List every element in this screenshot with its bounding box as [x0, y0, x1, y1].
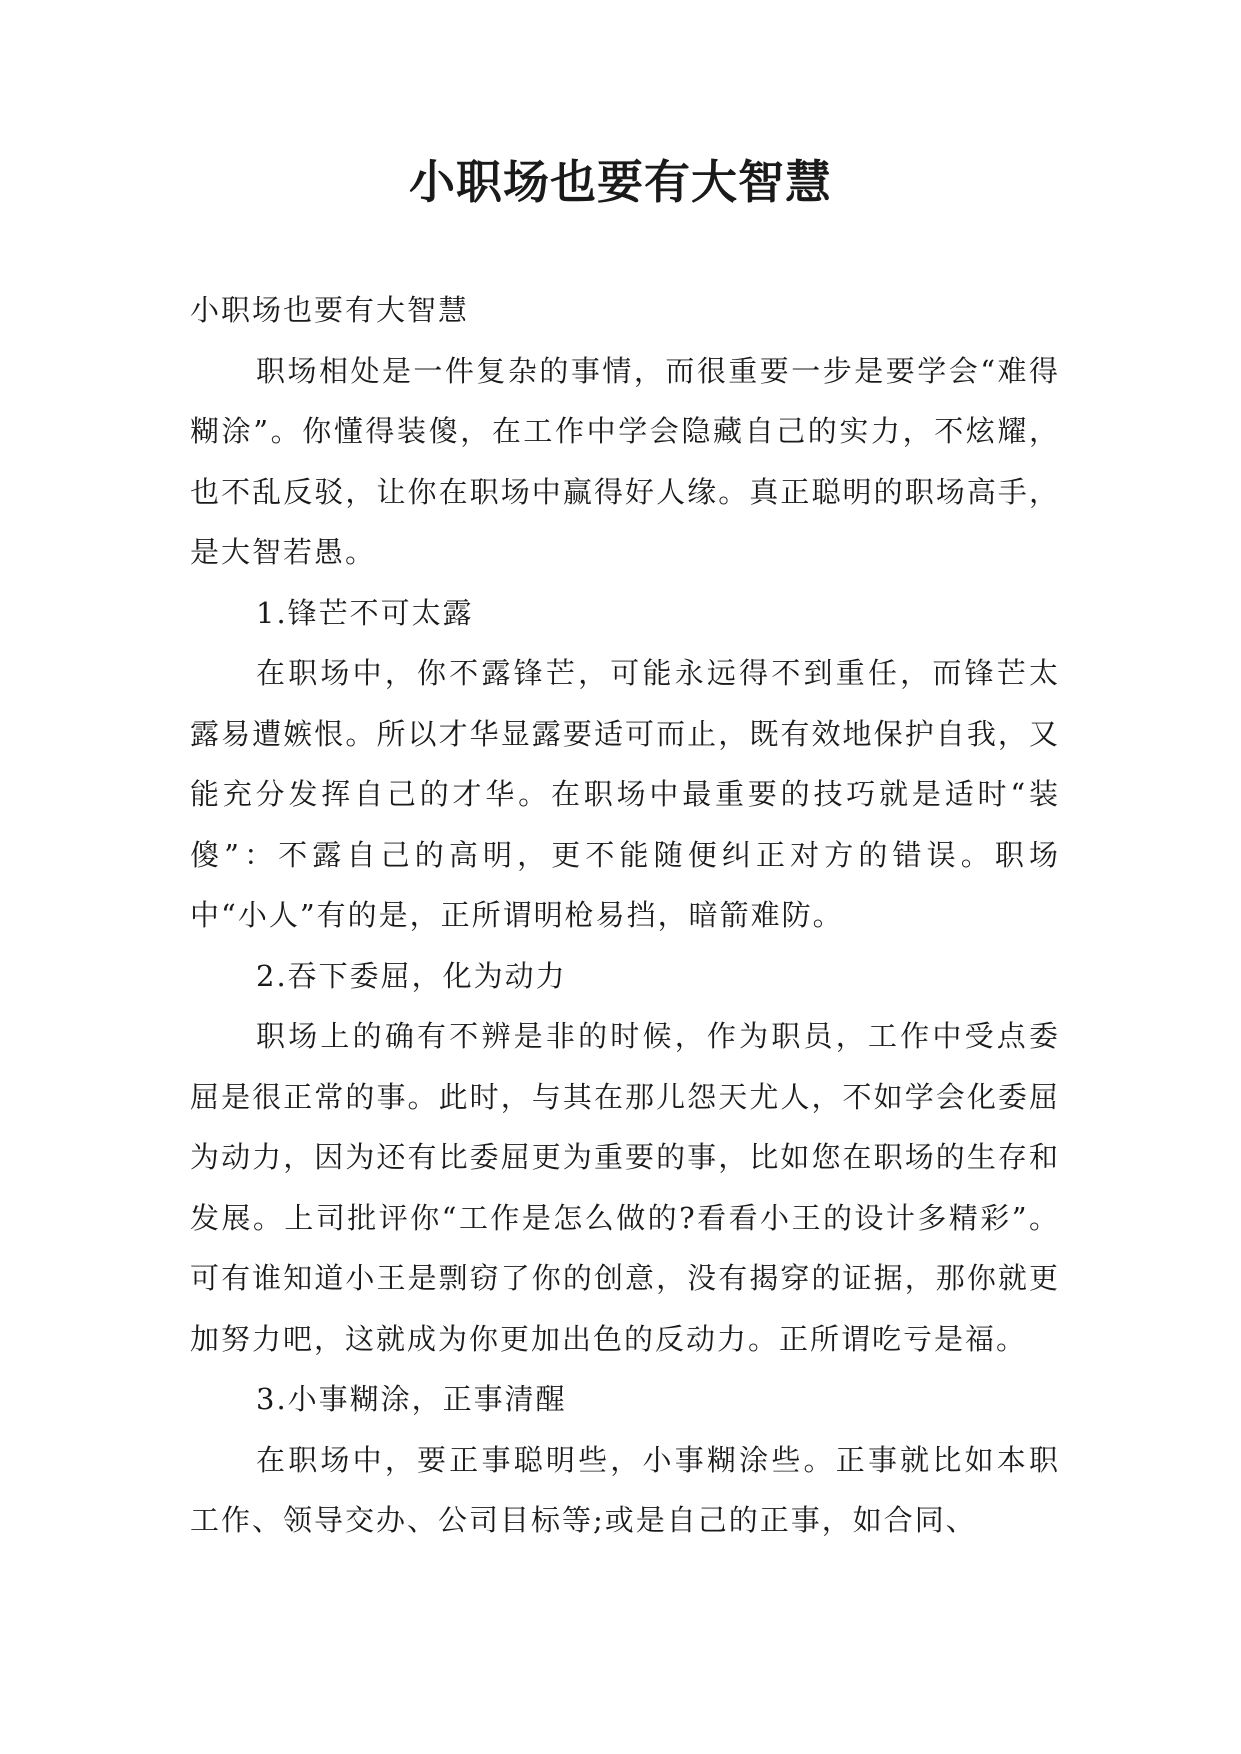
body-paragraph-section-2: 职场上的确有不辨是非的时候，作为职员，工作中受点委屈是很正常的事。此时，与其在那儿怨天尤人，不如学会化委屈为动力，因为还有比委屈更为重要的事，比如您在职场的生存和发展。上司批评你“工作是怎么做的?看看小王的设计多精彩”。可有谁知道小王是剽窃了你的创意，没有揭穿的证据，那你就更加努力吧，这就成为你更加出色的反动力。正所谓吃亏是福。 — [190, 1019, 1060, 1356]
document-title: 小职场也要有大智慧 — [409, 155, 832, 209]
section-heading-2: 2.吞下委屈，化为动力 — [256, 958, 567, 993]
body-paragraph-intro: 职场相处是一件复杂的事情，而很重要一步是要学会“难得糊涂”。你懂得装傻，在工作中学会隐藏自己的实力，不炫耀，也不乱反驳，让你在职场中赢得好人缘。真正聪明的职场高手，是大智若愚。 — [190, 353, 1060, 569]
section-heading-3: 3.小事糊涂，正事清醒 — [256, 1382, 567, 1416]
body-paragraph-heading: 小职场也要有大智慧 — [190, 293, 470, 327]
document-body — [190, 280, 1060, 1551]
section-heading-1: 1.锋芒不可太露 — [256, 595, 474, 630]
body-paragraph-section-1: 在职场中，你不露锋芒，可能永远得不到重任，而锋芒太露易遭嫉恨。所以才华显露要适可而止，既有效地保护自我，又能充分发挥自己的才华。在职场中最重要的技巧就是适时“装傻”：不露自己的高明，更不能随便纠正对方的错误。职场中“小人”有的是，正所谓明枪易挡，暗箭难防。 — [190, 656, 1060, 932]
body-paragraph-section-3: 在职场中，要正事聪明些，小事糊涂些。正事就比如本职工作、领导交办、公司目标等;或是自己的正事，如合同、 — [190, 1442, 1060, 1537]
